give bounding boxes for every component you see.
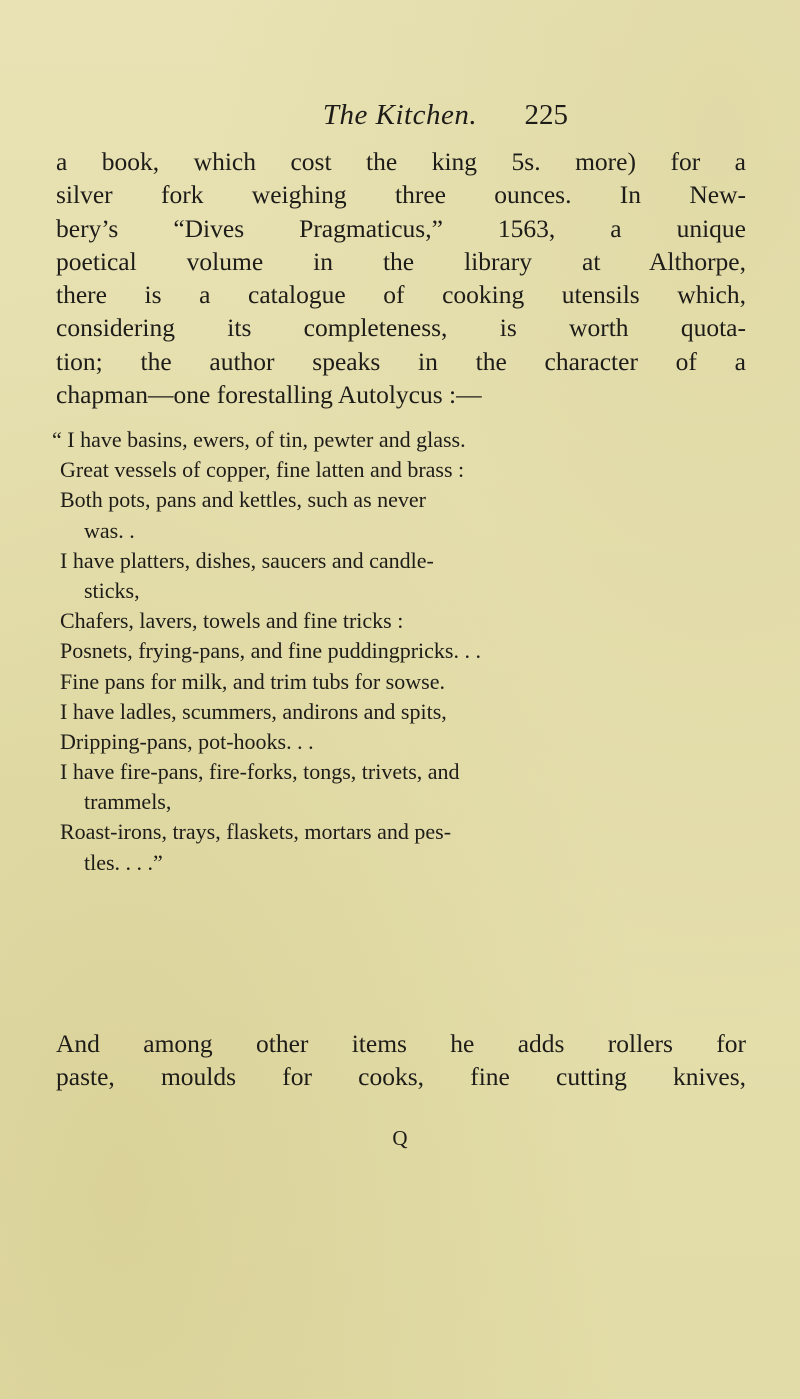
verse-line: Roast-irons, trays, flaskets, mortars and pes- bbox=[60, 819, 452, 845]
page-number: 225 bbox=[524, 99, 568, 131]
verse-line: was. . bbox=[84, 517, 135, 543]
verse-line: “ I have basins, ewers, of tin, pewter and glass. bbox=[52, 427, 466, 452]
paragraph-intro bbox=[56, 145, 746, 411]
verse-line: I have platters, dishes, saucers and candle- bbox=[60, 547, 434, 573]
verse-line: I have fire-pans, fire-forks, tongs, trivets, and bbox=[60, 759, 460, 785]
text-line: bery’s “Dives Pragmaticus,” 1563, a unique bbox=[56, 213, 746, 243]
text-line: a book, which cost the king 5s. more) for a bbox=[56, 147, 746, 176]
verse-line: I have ladles, scummers, andirons and spits, bbox=[60, 698, 447, 724]
text-line: chapman—one forestalling Autolycus :— bbox=[56, 380, 482, 410]
verse-line: Great vessels of copper, fine latten and brass : bbox=[60, 457, 465, 483]
text-line: paste, moulds for cooks, fine cutting knives, bbox=[56, 1062, 746, 1092]
verse-line: tles. . . .” bbox=[84, 849, 163, 875]
text-line: poetical volume in the library at Althorpe, bbox=[56, 246, 746, 276]
running-title: The Kitchen. bbox=[322, 99, 478, 131]
text-line: tion; the author speaks in the character of a bbox=[56, 346, 746, 376]
verse-line: Both pots, pans and kettles, such as never bbox=[60, 487, 426, 513]
text-line: And among other items he adds rollers for bbox=[56, 1029, 746, 1058]
signature-mark: Q bbox=[392, 1126, 408, 1150]
text-line: considering its completeness, is worth quota- bbox=[56, 313, 746, 343]
verse-line: Fine pans for milk, and trim tubs for sowse. bbox=[60, 668, 445, 694]
running-head bbox=[0, 99, 800, 139]
verse-line: Posnets, frying-pans, and fine puddingpricks. . . bbox=[60, 638, 481, 664]
verse-quotation bbox=[52, 425, 750, 878]
verse-line: sticks, bbox=[84, 577, 140, 603]
text-line: there is a catalogue of cooking utensils which, bbox=[56, 280, 746, 310]
verse-line: Dripping-pans, pot-hooks. . . bbox=[60, 728, 314, 754]
paragraph-continuation bbox=[56, 1027, 746, 1094]
text-line: silver fork weighing three ounces. In New- bbox=[56, 180, 746, 210]
verse-line: Chafers, lavers, towels and fine tricks : bbox=[60, 608, 404, 634]
verse-line: trammels, bbox=[84, 789, 172, 815]
